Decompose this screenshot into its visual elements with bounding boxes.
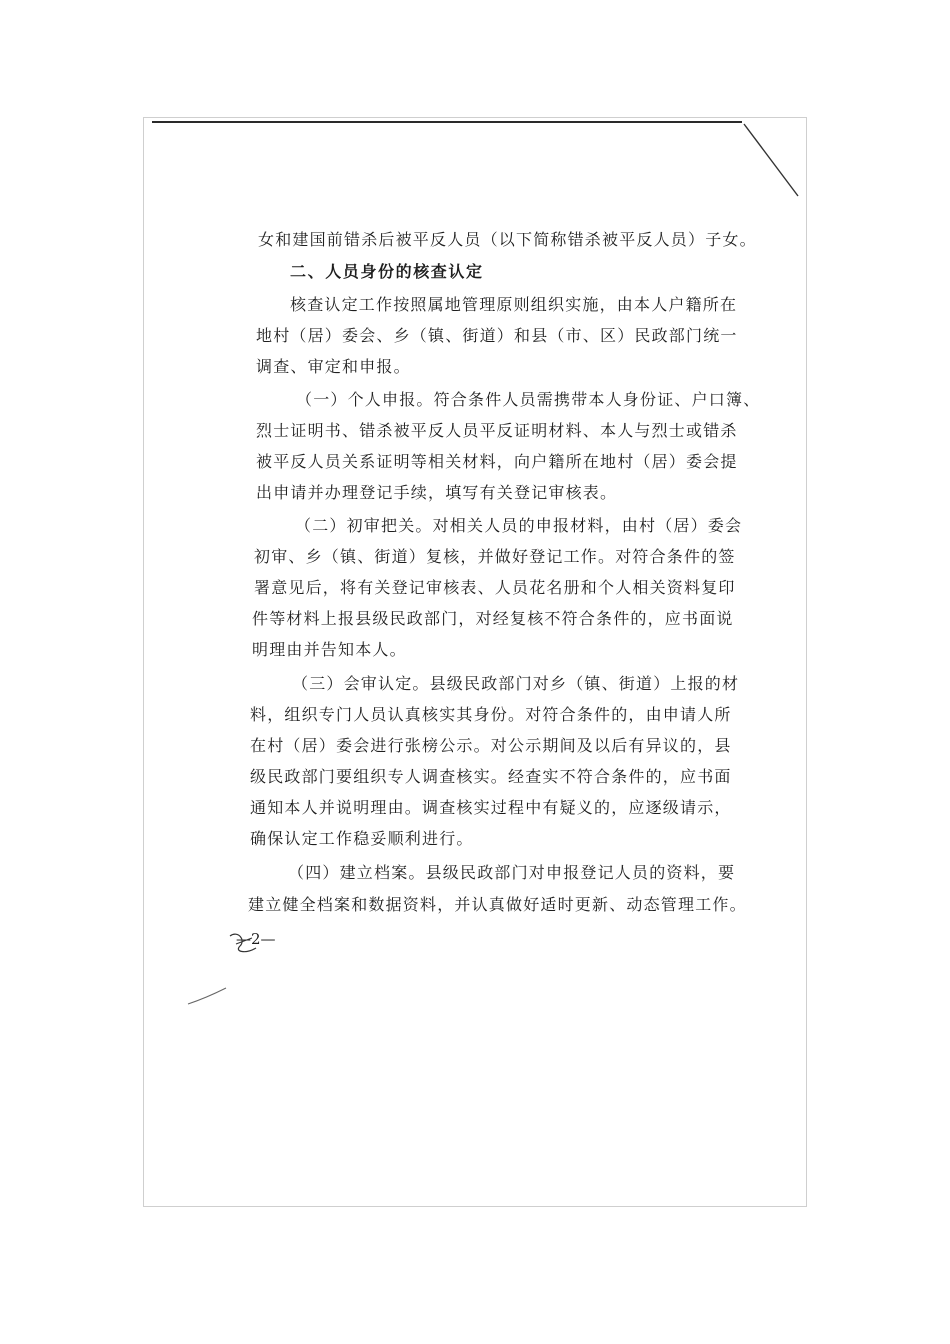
text-line-13: 件等材料上报县级民政部门，对经复核不符合条件的，应书面说	[252, 609, 734, 628]
text-line-15: （三）会审认定。县级民政部门对乡（镇、街道）上报的材	[292, 674, 740, 693]
text-line-8: 被平反人员关系证明等相关材料，向户籍所在地村（居）委会提	[256, 452, 738, 471]
text-line-19: 通知本人并说明理由。调查核实过程中有疑义的，应逐级请示，	[250, 798, 732, 817]
text-line-21: （四）建立档案。县级民政部门对申报登记人员的资料，要	[288, 863, 736, 882]
text-line-3: 核查认定工作按照属地管理原则组织实施，由本人户籍所在	[290, 295, 738, 314]
page-number: —2—	[236, 930, 276, 948]
text-line-17: 在村（居）委会进行张榜公示。对公示期间及以后有异议的，县	[250, 736, 732, 755]
text-line-14: 明理由并告知本人。	[252, 640, 407, 659]
text-line-10: （二）初审把关。对相关人员的申报材料，由村（居）委会	[295, 516, 743, 535]
text-line-4: 地村（居）委会、乡（镇、街道）和县（市、区）民政部门统一	[256, 326, 738, 345]
text-line-16: 料，组织专门人员认真核实其身份。对符合条件的，由申请人所	[250, 705, 732, 724]
section-heading: 二、人员身份的核查认定	[290, 262, 484, 281]
text-line-9: 出申请并办理登记手续，填写有关登记审核表。	[256, 483, 618, 502]
text-line-22: 建立健全档案和数据资料，并认真做好适时更新、动态管理工作。	[248, 895, 747, 914]
text-line-7: 烈士证明书、错杀被平反人员平反证明材料、本人与烈士或错杀	[256, 421, 738, 440]
text-line-6: （一）个人申报。符合条件人员需携带本人身份证、户口簿、	[296, 390, 761, 409]
top-rule	[152, 121, 742, 123]
text-line-5: 调查、审定和申报。	[256, 357, 411, 376]
text-line-12: 署意见后，将有关登记审核表、人员花名册和个人相关资料复印	[254, 578, 736, 597]
text-line-20: 确保认定工作稳妥顺利进行。	[250, 829, 474, 848]
text-line-1: 女和建国前错杀后被平反人员（以下简称错杀被平反人员）子女。	[258, 230, 757, 249]
text-line-11: 初审、乡（镇、街道）复核，并做好登记工作。对符合条件的签	[254, 547, 736, 566]
text-line-18: 级民政部门要组织专人调查核实。经查实不符合条件的，应书面	[250, 767, 732, 786]
